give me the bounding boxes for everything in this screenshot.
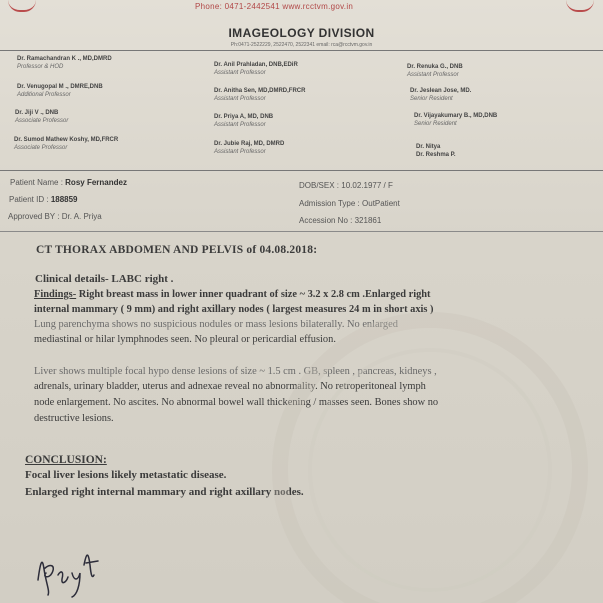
- doctor-entry: [414, 113, 497, 128]
- patient-rule: [0, 231, 603, 232]
- doctor-entry: [407, 64, 463, 79]
- accession-row: [299, 216, 381, 225]
- admission-type-value: OutPatient: [362, 199, 400, 208]
- conclusion-label: CONCLUSION:: [25, 454, 107, 466]
- doctor-role: Professor & HOD: [17, 63, 64, 70]
- doctor-entry: [214, 114, 273, 129]
- doctor-entry: [410, 88, 471, 103]
- phone-line: Phone: 0471-2442541 www.rcctvm.gov.in: [195, 2, 354, 11]
- patient-id-label: Patient ID :: [9, 195, 49, 204]
- patient-name-label: Patient Name :: [10, 178, 63, 187]
- findings-label: Findings-: [34, 289, 77, 300]
- doctor-name: Dr. Anitha Sen, MD,DMRD,FRCR: [214, 88, 306, 94]
- report-title: CT THORAX ABDOMEN AND PELVIS of 04.08.2018:: [36, 244, 318, 256]
- doctor-role: Associate Professor: [15, 117, 69, 124]
- findings-line-2: internal mammary ( 9 mm) and right axillary nodes ( largest measures 24 m in short axis ): [34, 304, 434, 315]
- doctor-entry: [17, 84, 103, 99]
- doctor-name: Dr. Priya A, MD, DNB: [214, 114, 274, 120]
- liver-line-1: Liver shows multiple focal hypo dense lesions of size ~ 1.5 cm . GB, spleen , pancreas, kidneys ,: [34, 366, 437, 377]
- doctor-entry: [416, 144, 456, 159]
- doctor-entry: [214, 62, 298, 77]
- dob-sex-row: [299, 181, 393, 190]
- doctor-entry: [15, 110, 68, 125]
- patient-id-row: [9, 195, 78, 204]
- doctor-name: Dr. Ramachandran K ., MD,DMRD: [17, 56, 112, 62]
- doctor-name: Dr. Jubie Raj, MD, DMRD: [214, 141, 285, 147]
- doctor-role: Associate Professor: [14, 144, 68, 151]
- conclusion-line-2: Enlarged right internal mammary and right axillary nodes.: [25, 486, 304, 498]
- patient-name-row: [10, 178, 127, 187]
- admission-type-label: Admission Type :: [299, 199, 360, 208]
- doctor-name: Dr. Reshma P.: [416, 151, 456, 158]
- clinical-details: Clinical details- LABC right .: [35, 273, 174, 285]
- signature: [28, 535, 118, 600]
- doctor-role: Assistant Professor: [214, 148, 266, 155]
- doctor-name: Dr. Sumod Mathew Koshy, MD,FRCR: [14, 137, 119, 143]
- doctor-role: Assistant Professor: [214, 95, 266, 102]
- dob-sex-value: 10.02.1977 / F: [341, 181, 393, 190]
- doctor-entry: [17, 56, 112, 71]
- conclusion-line-1: Focal liver lesions likely metastatic disease.: [25, 469, 227, 481]
- approved-by-label: Approved BY :: [8, 212, 60, 221]
- findings-text-1: Right breast mass in lower inner quadrant of size ~ 3.2 x 2.8 cm .Enlarged right: [76, 289, 431, 300]
- doctor-name: Dr. Jiji V ., DNB: [15, 110, 59, 116]
- left-red-mark: [8, 0, 36, 12]
- doctor-name: Dr. Anil Prahladan, DNB,EDiR: [214, 62, 298, 68]
- findings-line-1: [34, 289, 431, 300]
- contact-line: Ph:0471-2522229, 2522470, 2522341 email: rca@rcctvm.gov.in: [230, 42, 373, 48]
- liver-line-3: node enlargement. No ascites. No abnormal bowel wall thickening / masses seen. Bones show no: [34, 397, 439, 408]
- patient-id-value: 188859: [50, 195, 78, 204]
- doctor-name: Dr. Jeslean Jose, MD.: [410, 88, 472, 94]
- header-rule: [0, 50, 603, 51]
- liver-line-2: adrenals, urinary bladder, uterus and adnexae reveal no abnormality. No retroperitoneal lymph: [34, 381, 426, 392]
- approved-by-row: [8, 212, 102, 221]
- doctor-role: Senior Resident: [414, 120, 457, 127]
- doctor-role: Assistant Professor: [214, 69, 266, 76]
- patient-name-value: Rosy Fernandez: [65, 178, 127, 187]
- accession-value: 321861: [354, 216, 382, 225]
- accession-label: Accession No :: [299, 216, 353, 225]
- lung-line-1: Lung parenchyma shows no suspicious nodules or mass lesions bilaterally. No enlarged: [34, 319, 398, 330]
- admission-type-row: [299, 199, 400, 208]
- doctors-rule: [0, 170, 603, 171]
- letterhead-top: [0, 0, 603, 14]
- liver-line-4: destructive lesions.: [34, 413, 114, 424]
- doctor-name: Dr. Renuka G., DNB: [407, 64, 463, 70]
- doctor-entry: [214, 141, 284, 156]
- doctor-entry: [14, 137, 118, 152]
- doctor-role: Additional Professor: [17, 91, 71, 98]
- doctor-name: Dr. Venugopal M ., DMRE,DNB: [17, 84, 103, 90]
- doctor-role: Assistant Professor: [407, 71, 459, 78]
- dob-sex-label: DOB/SEX :: [299, 181, 340, 190]
- division-title: IMAGEOLOGY DIVISION: [228, 26, 375, 40]
- approved-by-value: Dr. A. Priya: [61, 212, 102, 221]
- lung-line-2: mediastinal or hilar lymphnodes seen. No pleural or pericardial effusion.: [34, 334, 336, 345]
- doctor-name: Dr. Nitya: [416, 144, 441, 150]
- right-red-mark: [566, 0, 594, 12]
- doctor-role: Senior Resident: [410, 95, 453, 102]
- doctor-name: Dr. Vijayakumary B., MD,DNB: [414, 113, 498, 119]
- doctor-entry: [214, 88, 305, 103]
- doctor-role: Assistant Professor: [214, 121, 266, 128]
